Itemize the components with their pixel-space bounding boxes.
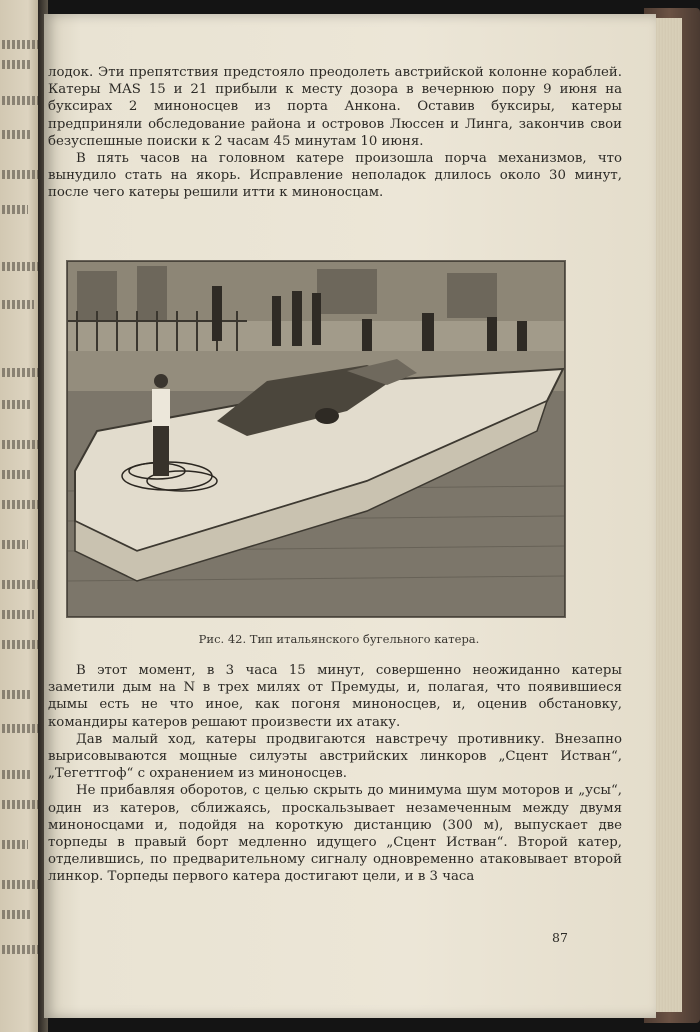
boat-illustration (67, 261, 565, 617)
paragraph: В этот момент, в 3 часа 15 минут, совершенно неожиданно катеры заметили дым на N в трех милях от Премуды, и, полагая, что появившиеся дымы есть не что иное, как погоня миноносцев, и, оценив обстановку, командиры катеров решают произвести их атаку. (48, 663, 622, 730)
paragraph: Не прибавляя оборотов, с целью скрыть до минимума шум моторов и „усы“, один из катеров, сближаясь, проскальзывает незамеченным между двумя миноносцами и, подойдя на короткую дистанцию (300 м), выпускает две торпеды в правый борт медленно идущего „Сцент Истван“. Второй катер, отделившись, по предварительному сигналу одновременно атаковывает второй линкор. Торпеды первого катера достигают цели, и в 3 часа (48, 783, 622, 885)
paragraph: Дав малый ход, катеры продвигаются навстречу противнику. Внезапно вырисовываются мощные силуэты австрийских линкоров „Сцент Истван“, „Тегеттгоф“ с охранением из миноносцев. (48, 731, 622, 782)
page-number: 87 (552, 930, 568, 945)
paragraph: В пять часов на головном катере произошла порча механизмов, что вынудило стать на якорь. Исправление неполадок длилось около 30 минут, после чего катеры решили итти к миноносцам. (48, 151, 622, 201)
page-edges (656, 18, 682, 1012)
previous-page-margin (0, 0, 40, 1032)
boat-photograph (66, 260, 566, 618)
book-page (44, 14, 656, 1018)
top-text-block (48, 64, 622, 202)
figure-caption: Рис. 42. Тип итальянского бугельного катера. (198, 632, 480, 646)
paragraph: лодок. Эти препятствия предстояло преодолеть австрийской колонне кораблей. Катеры MAS 15 и 21 прибыли к месту дозора в вечернюю пору 9 июня на буксирах 2 миноносцев из порта Анкона. Оставив буксиры, катеры предприняли обследование района и островов Люссен и Линга, закончив свои безуспешные поиски к 2 часам 45 минутам 10 июня. (48, 65, 622, 149)
bottom-text-block (48, 662, 622, 886)
